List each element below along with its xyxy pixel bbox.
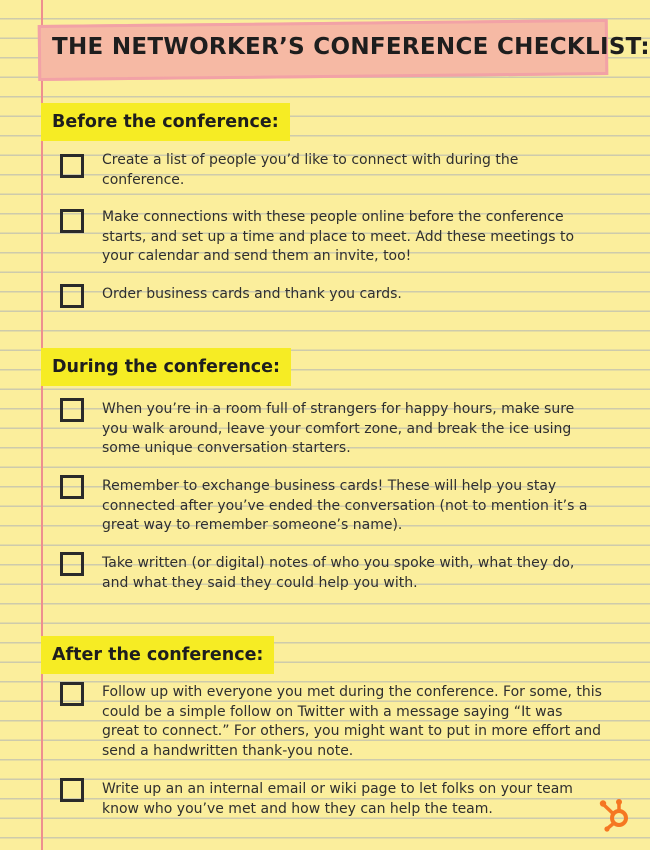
checklist-item-during-2: Remember to exchange business cards! These will help you stay connected after you’ve ended the conversation (not to mention it’s a great way to remember someone’s name).	[102, 478, 588, 533]
checklist-item-during-3: Take written (or digital) notes of who you spoke with, what they do, and what they said they could help you with.	[102, 555, 575, 591]
checkbox-before-3[interactable]	[60, 284, 84, 308]
checklist-item-before-2: Make connections with these people online before the conference starts, and set up a time and place to meet. Add these meetings to your calendar and send them an invite, too!	[102, 209, 575, 264]
checkbox-after-1[interactable]	[60, 682, 84, 706]
checkbox-before-1[interactable]	[60, 154, 84, 178]
checklist-item-after-2: Write up an an internal email or wiki page to let folks on your team know who you’ve met and how they can help the team.	[102, 781, 573, 817]
hubspot-sprocket-icon	[598, 796, 634, 832]
checklist-item-after-1: Follow up with everyone you met during the conference. For some, this could be a simple follow on Twitter with a message saying “It was great to connect.” For others, you might want to put in more effort and send a handwritten thank-you note.	[102, 684, 602, 759]
checklist-item-during-1: When you’re in a room full of strangers for happy hours, make sure you walk around, leave your comfort zone, and break the ice using some unique conversation starters.	[102, 401, 575, 456]
section-heading-during: During the conference:	[41, 348, 291, 386]
page-title: THE NETWORKER’S CONFERENCE CHECKLIST:	[52, 34, 650, 60]
checkbox-before-2[interactable]	[60, 209, 84, 233]
checkbox-during-3[interactable]	[60, 552, 84, 576]
checklist-item-before-3: Order business cards and thank you cards.	[102, 286, 402, 302]
checkbox-during-1[interactable]	[60, 398, 84, 422]
checkbox-during-2[interactable]	[60, 475, 84, 499]
checkbox-after-2[interactable]	[60, 778, 84, 802]
section-heading-after: After the conference:	[41, 636, 274, 674]
section-heading-before: Before the conference:	[41, 103, 290, 141]
checklist-item-before-1: Create a list of people you’d like to connect with during the conference.	[102, 152, 519, 188]
